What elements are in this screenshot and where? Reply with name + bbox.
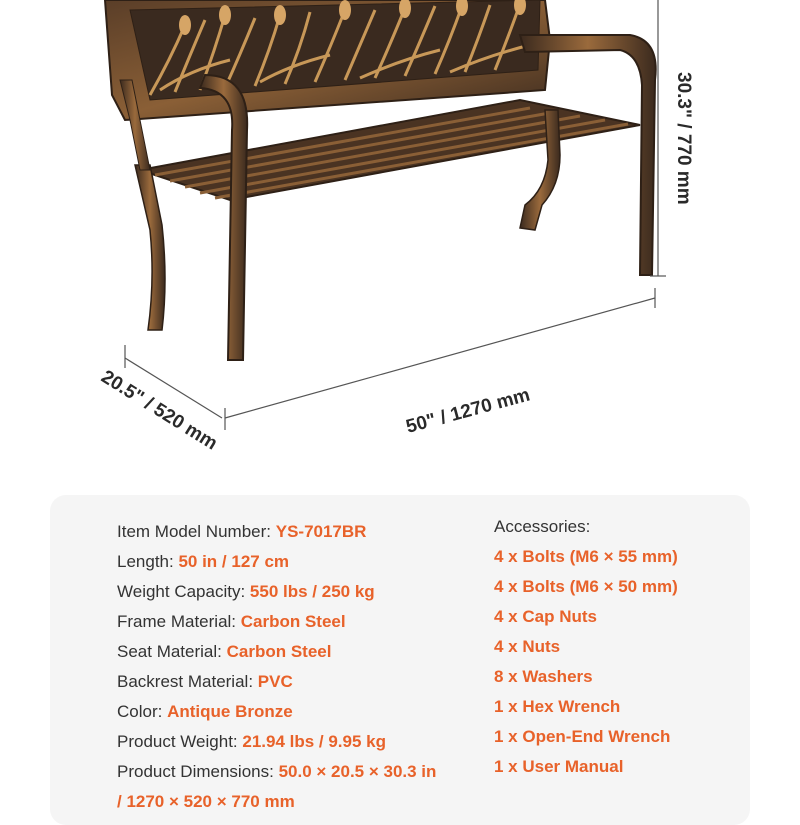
accessories-heading: Accessories:: [494, 517, 591, 536]
spec-label: Product Dimensions:: [117, 762, 279, 781]
spec-label: Frame Material:: [117, 612, 241, 631]
left-armrest: [120, 75, 247, 360]
spec-weight-capacity: [117, 577, 436, 607]
spec-value: YS-7017BR: [275, 522, 367, 541]
spec-model-number: [117, 517, 436, 547]
spec-product-dimensions-metric: [117, 787, 436, 817]
spec-label: Backrest Material:: [117, 672, 258, 691]
accessory-item: 1 x Open-End Wrench: [494, 727, 671, 746]
seat: [140, 100, 640, 200]
spec-seat-material: [117, 637, 436, 667]
spec-label: Item Model Number:: [117, 522, 276, 541]
accessory-item: 4 x Bolts (M6 × 55 mm): [494, 547, 678, 566]
depth-label: 20.5" / 520 mm: [97, 366, 221, 455]
spec-label: Color:: [117, 702, 168, 721]
spec-value: 50 in / 127 cm: [178, 552, 290, 571]
spec-value: / 1270 × 520 × 770 mm: [117, 792, 295, 811]
accessory-item: 4 x Nuts: [494, 637, 561, 656]
length-label: 50" / 1270 mm: [403, 384, 533, 438]
accessories-list: [494, 512, 678, 782]
spec-list: [117, 517, 436, 817]
height-label: 30.3" / 770 mm: [673, 72, 694, 205]
accessory-item: 4 x Cap Nuts: [494, 607, 597, 626]
spec-value: 21.94 lbs / 9.95 kg: [242, 732, 387, 751]
spec-product-dimensions: [117, 757, 436, 787]
spec-value: PVC: [257, 672, 293, 691]
spec-product-weight: [117, 727, 436, 757]
spec-color: [117, 697, 436, 727]
spec-label: Weight Capacity:: [117, 582, 250, 601]
spec-backrest-material: [117, 667, 436, 697]
backrest: [105, 0, 550, 120]
spec-value: Carbon Steel: [226, 642, 332, 661]
spec-value: Carbon Steel: [240, 612, 346, 631]
accessory-item: 1 x Hex Wrench: [494, 697, 621, 716]
accessory-item: 8 x Washers: [494, 667, 593, 686]
spec-value: Antique Bronze: [167, 702, 293, 721]
spec-value: 50.0 × 20.5 × 30.3 in: [278, 762, 437, 781]
spec-length: [117, 547, 436, 577]
spec-label: Length:: [117, 552, 179, 571]
spec-label: Product Weight:: [117, 732, 243, 751]
spec-frame-material: [117, 607, 436, 637]
spec-label: Seat Material:: [117, 642, 227, 661]
accessory-item: 4 x Bolts (M6 × 50 mm): [494, 577, 678, 596]
spec-value: 550 lbs / 250 kg: [249, 582, 375, 601]
accessory-item: 1 x User Manual: [494, 757, 624, 776]
